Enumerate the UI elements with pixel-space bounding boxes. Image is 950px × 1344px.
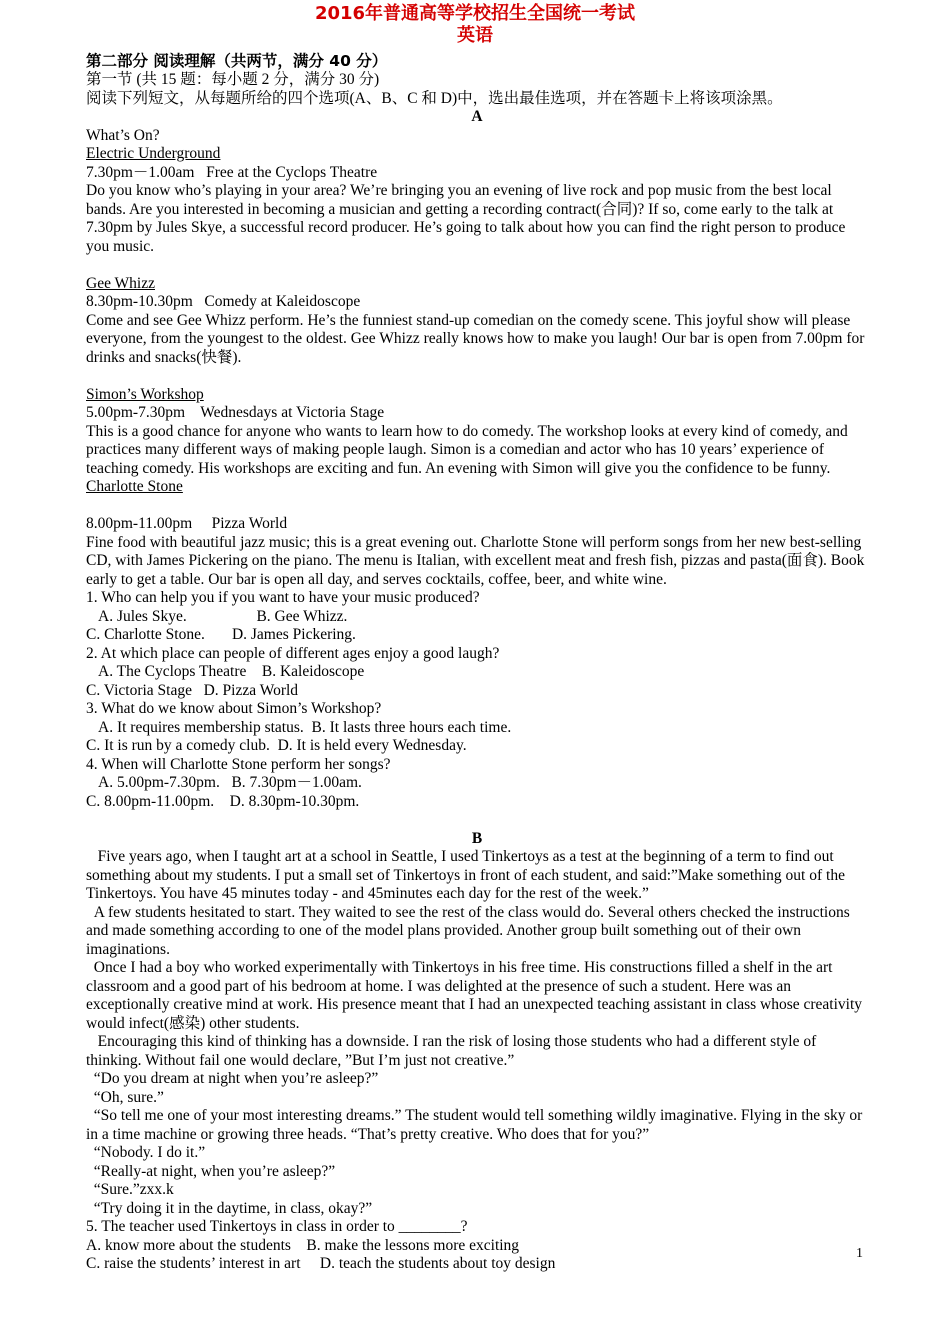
part-heading: 第二部分 阅读理解（共两节，满分 40 分） bbox=[86, 52, 388, 70]
question-stem: 1. Who can help you if you want to have your music produced? bbox=[86, 589, 480, 606]
question-stem: 2. At which place can people of different ages enjoy a good laugh? bbox=[86, 644, 500, 662]
question-options: C. 8.00pm-11.00pm. D. 8.30pm-10.30pm. bbox=[86, 792, 360, 810]
event-description: Come and see Gee Whizz perform. He’s the funniest stand-up comedian on the comedy scene. This joyful show will please everyone, from the youngest to the oldest. Gee Whizz really knows how to make you laugh! Our bar is open from 7.00pm for drinks and snacks(快餐). bbox=[86, 311, 865, 366]
event-description: This is a good chance for anyone who wants to learn how to do comedy. The workshop looks at every kind of comedy, and practices many different ways of making people laugh. Simon is a comedian and actor who has 10 years’ experience of teaching comedy. His workshops are exciting and fun. An evening with Simon will give you the confidence to be funny. bbox=[86, 422, 848, 477]
spacer bbox=[86, 811, 868, 830]
passage-a-heading: What’s On? bbox=[86, 126, 160, 144]
event-time-place: 7.30pm－1.00am Free at the Cyclops Theatre bbox=[86, 163, 378, 181]
passage-paragraph: Encouraging this kind of thinking has a downside. I ran the risk of losing those students who had a different style of thinking. Without fail one would declare, ”But I’m just not creative.” bbox=[86, 1033, 821, 1069]
spacer bbox=[86, 256, 868, 275]
passage-paragraph: “Sure.”zxx.k bbox=[86, 1181, 174, 1198]
event-description: Fine food with beautiful jazz music; this is a great evening out. Charlotte Stone will perform songs from her new best-selling CD, with James Pickering on the piano. The menu is Italian, with excellent meat and fresh fish, pizzas and pasta(面食). Book early to get a table. Our bar is open all day, and serves cocktails, coffee, beer, and white wine. bbox=[86, 533, 865, 588]
event-title: Charlotte Stone bbox=[86, 478, 183, 495]
header bbox=[0, 3, 950, 47]
event-time-place: 8.30pm-10.30pm Comedy at Kaleidoscope bbox=[86, 293, 361, 310]
question-options: A. know more about the students B. make the lessons more exciting bbox=[86, 1236, 520, 1254]
passage-paragraph: “Do you dream at night when you’re asleep?” bbox=[86, 1070, 379, 1087]
instructions: 阅读下列短文，从每题所给的四个选项(A、B、C 和 D)中，选出最佳选项，并在答题卡上将该项涂黑。 bbox=[86, 89, 783, 107]
passage-b-label: B bbox=[471, 829, 483, 847]
question-options: C. Charlotte Stone. D. James Pickering. bbox=[86, 626, 356, 643]
question-stem: 5. The teacher used Tinkertoys in class in order to ________? bbox=[86, 1218, 468, 1235]
passage-paragraph: Once I had a boy who worked experimentally with Tinkertoys in his free time. His constructions filled a shelf in the art classroom and a good part of his bedroom at home. I was delighted at the presence of such a student. Here was an exceptionally creative mind at work. His presence meant that I had an unexpected teaching assistant in class whose creativity would infect(感染) other students. bbox=[86, 959, 866, 1032]
passage-paragraph: “Try doing it in the daytime, in class, okay?” bbox=[86, 1199, 373, 1217]
question-options: C. Victoria Stage D. Pizza World bbox=[86, 681, 299, 699]
event-description: Do you know who’s playing in your area? We’re bringing you an evening of live rock and pop music from the best local bands. Are you interested in becoming a musician and getting a recording contract(合同)? If so, come early to the talk at 7.30pm by Jules Skye, a successful record producer. He’s going to talk about how you can find the right person to produce you music. bbox=[86, 182, 846, 255]
event-time-place: 8.00pm-11.00pm Pizza World bbox=[86, 515, 288, 532]
passage-paragraph: “Really-at night, when you’re asleep?” bbox=[86, 1162, 336, 1180]
passage-paragraph: “So tell me one of your most interesting dreams.” The student would tell something wildly imaginative. Flying in the sky or in a time machine or growing three heads. “That’s pretty creative. Who does that for you?” bbox=[86, 1107, 867, 1143]
event-title: Electric Underground bbox=[86, 145, 221, 162]
passage-paragraph: “Nobody. I do it.” bbox=[86, 1144, 206, 1161]
exam-title: 2016年普通高等学校招生全国统一考试 bbox=[314, 3, 636, 24]
event-time-place: 5.00pm-7.30pm Wednesdays at Victoria Stage bbox=[86, 404, 385, 421]
passage-paragraph: A few students hesitated to start. They waited to see the rest of the class would do. Several others checked the instructions and made something according to one of the model plans provided. Another group built something out of their own imaginations. bbox=[86, 903, 854, 958]
document-body bbox=[86, 52, 868, 1274]
spacer bbox=[86, 367, 868, 386]
event-title: Simon’s Workshop bbox=[86, 385, 204, 403]
question-options: A. The Cyclops Theatre B. Kaleidoscope bbox=[98, 663, 365, 680]
question-options: C. It is run by a comedy club. D. It is held every Wednesday. bbox=[86, 737, 467, 754]
question-stem: 3. What do we know about Simon’s Workshop? bbox=[86, 700, 382, 717]
exam-subject: 英语 bbox=[457, 25, 493, 46]
question-options: A. 5.00pm-7.30pm. B. 7.30pm－1.00am. bbox=[98, 774, 362, 791]
question-options: A. It requires membership status. B. It lasts three hours each time. bbox=[98, 718, 512, 736]
question-options: A. Jules Skye. B. Gee Whizz. bbox=[98, 607, 348, 625]
passage-paragraph: Five years ago, when I taught art at a school in Seattle, I used Tinkertoys as a test at the beginning of a term to find out something about my students. I put a small set of Tinkertoys in front of each student, and said:”Make something out of the Tinkertoys. You have 45 minutes today - and 45minutes each day for the rest of the week.” bbox=[86, 848, 849, 902]
passage-a-label: A bbox=[471, 108, 483, 125]
event-title: Gee Whizz bbox=[86, 274, 155, 292]
page-number: 1 bbox=[856, 1246, 863, 1261]
question-stem: 4. When will Charlotte Stone perform her songs? bbox=[86, 755, 391, 773]
passage-paragraph: “Oh, sure.” bbox=[86, 1088, 164, 1106]
question-options: C. raise the students’ interest in art D. teach the students about toy design bbox=[86, 1255, 556, 1272]
spacer bbox=[86, 497, 868, 516]
subsection-heading: 第一节 (共 15 题：每小题 2 分，满分 30 分) bbox=[86, 71, 380, 88]
